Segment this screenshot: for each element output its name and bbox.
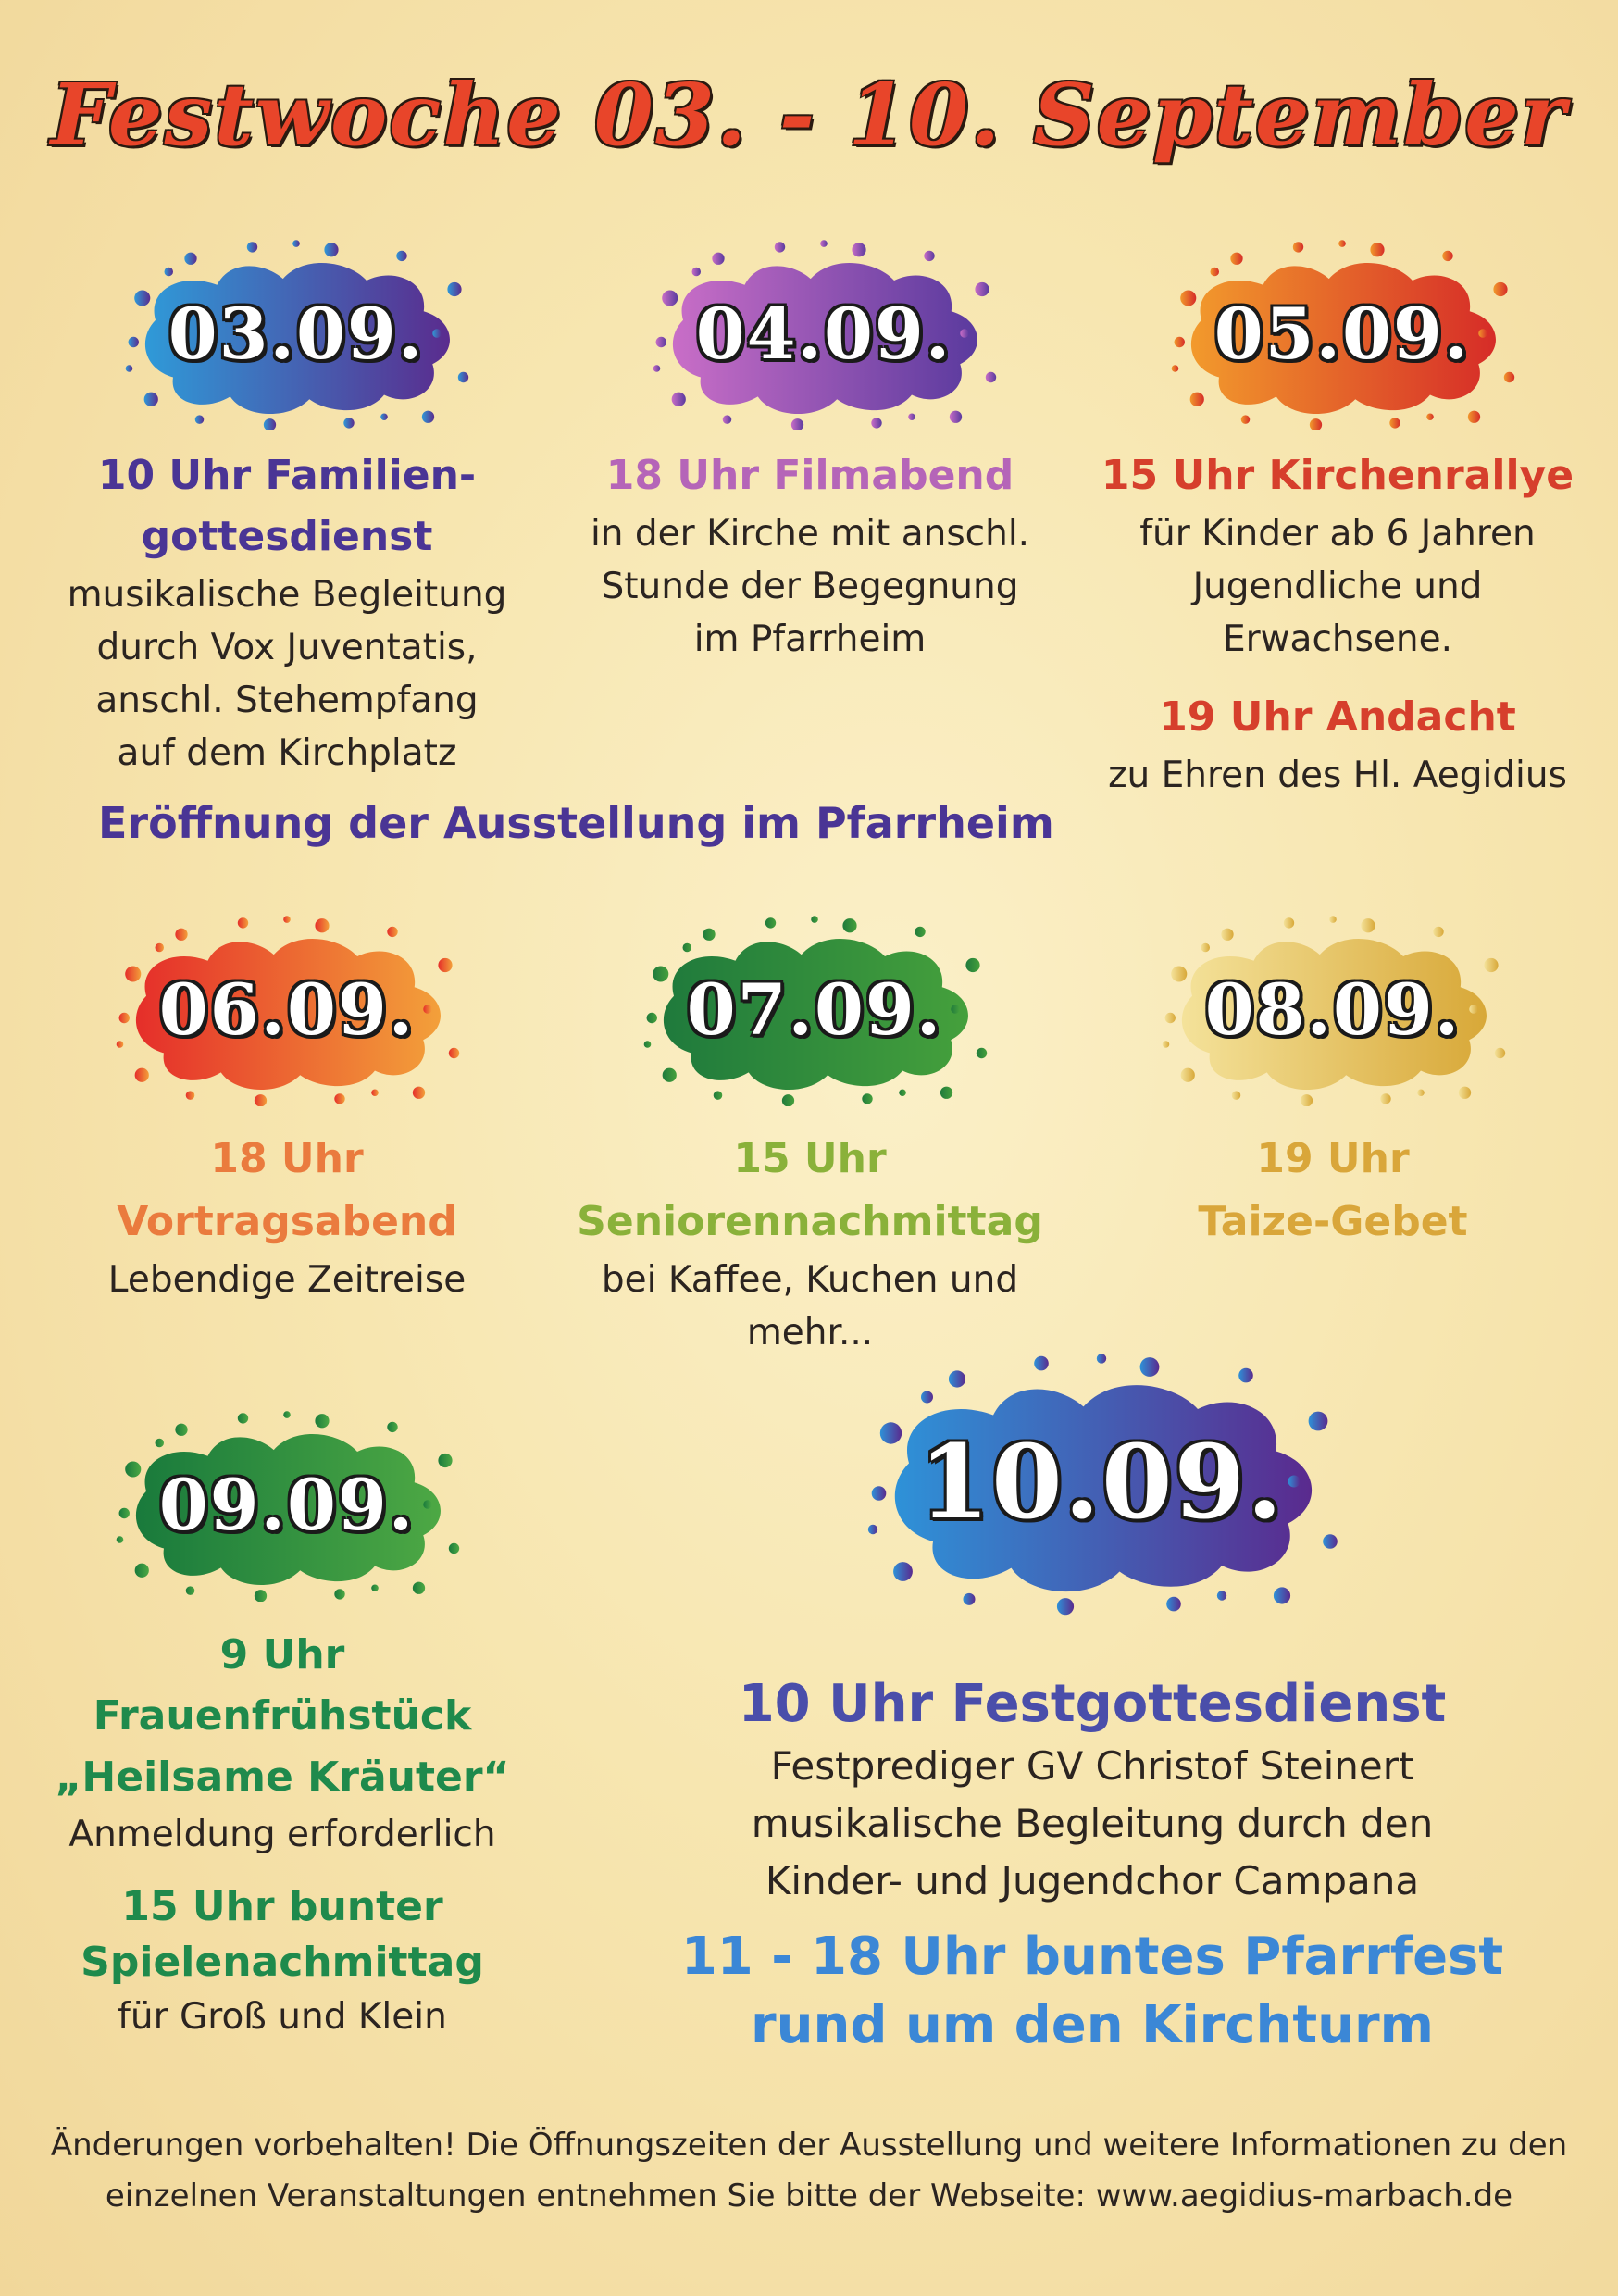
date-splash-05-09 [1166,236,1518,430]
event-block-07-09 [555,1128,1064,1359]
event-text: in der Kirche mit anschl. [590,513,1030,555]
date-splash-04-09 [648,236,1000,430]
event-text: Erwachsene. [1222,618,1453,660]
date-splash-03-09 [120,236,472,430]
event-text: Anmeldung erforderlich [68,1814,496,1855]
footer-line: einzelnen Veranstaltungen entnehmen Sie bitte der Webseite: www.aegidius-marbach.de [105,2177,1513,2215]
date-splash-09-09 [111,1407,463,1602]
event-heading: 19 Uhr [1256,1135,1410,1182]
date-splash-08-09 [1157,912,1509,1106]
event-heading: Taize-Gebet [1198,1198,1468,1245]
event-heading: Spielenachmittag [81,1939,484,1986]
event-heading: 15 Uhr bunter [121,1883,443,1930]
date-splash-06-09 [111,912,463,1106]
pfarrfest-heading: 11 - 18 Uhr buntes Pfarrfest [680,1927,1504,1987]
event-block-10-09 [592,1671,1592,2060]
pfarrfest-heading: rund um den Kirchturm [751,1995,1434,2055]
event-text: Kinder- und Jugendchor Campana [765,1858,1420,1903]
date-splash-10-09 [861,1342,1342,1620]
event-text: auf dem Kirchplatz [117,732,457,774]
event-text: Lebendige Zeitreise [107,1259,467,1301]
event-text: mehr... [746,1312,874,1354]
date-label: 05.09. [1214,292,1471,375]
date-label: 03.09. [168,292,425,375]
event-heading: Frauenfrühstück [93,1692,472,1740]
event-heading: „Heilsame Kräuter“ [55,1753,510,1801]
event-text: zu Ehren des Hl. Aegidius [1108,755,1567,796]
event-block-09-09 [28,1625,537,2043]
footer-note [0,2120,1618,2222]
event-text: musikalische Begleitung [67,574,507,616]
event-heading: 18 Uhr Filmabend [605,452,1014,499]
event-block-03-09 [37,444,537,780]
event-heading: 18 Uhr [210,1135,364,1182]
event-text: Festprediger GV Christof Steinert [770,1743,1414,1789]
date-label: 08.09. [1204,967,1462,1051]
event-heading: 9 Uhr [219,1631,345,1678]
event-text: musikalische Begleitung durch den [751,1801,1434,1846]
event-heading: 15 Uhr Kirchenrallye [1101,452,1574,499]
event-heading: Vortragsabend [117,1198,457,1245]
event-text: im Pfarrheim [693,618,927,660]
event-heading: 19 Uhr Andacht [1159,693,1516,741]
event-heading: gottesdienst [141,513,433,560]
date-label: 06.09. [158,967,416,1051]
date-label: 09.09. [158,1463,416,1546]
footer-line: Änderungen vorbehalten! Die Öffnungszeiten der Ausstellung und weitere Informationen zu den [50,2127,1568,2164]
event-text: durch Vox Juventatis, [96,627,478,668]
event-heading: 10 Uhr Festgottesdienst [738,1674,1447,1734]
event-heading: Seniorennachmittag [577,1198,1043,1245]
event-block-06-09 [37,1128,537,1306]
event-text: Jugendliche und [1192,566,1483,607]
event-block-04-09 [565,444,1055,666]
date-label: 10.09. [918,1421,1285,1541]
event-text: Stunde der Begegnung [601,566,1019,607]
date-label: 04.09. [695,292,952,375]
event-text: bei Kaffee, Kuchen und [601,1259,1019,1301]
event-heading: 15 Uhr [733,1135,887,1182]
event-block-08-09 [1074,1128,1592,1254]
date-splash-07-09 [639,912,990,1106]
event-block-05-09 [1074,444,1601,802]
event-text: für Kinder ab 6 Jahren [1139,513,1536,555]
event-heading: 10 Uhr Familien- [97,452,477,499]
date-label: 07.09. [686,967,943,1051]
page-title: Festwoche 03. - 10. September [50,65,1568,165]
event-text: anschl. Stehempfang [95,680,479,721]
exhibition-opening: Eröffnung der Ausstellung im Pfarrheim [98,798,1054,848]
event-text: für Groß und Klein [118,1996,447,2038]
